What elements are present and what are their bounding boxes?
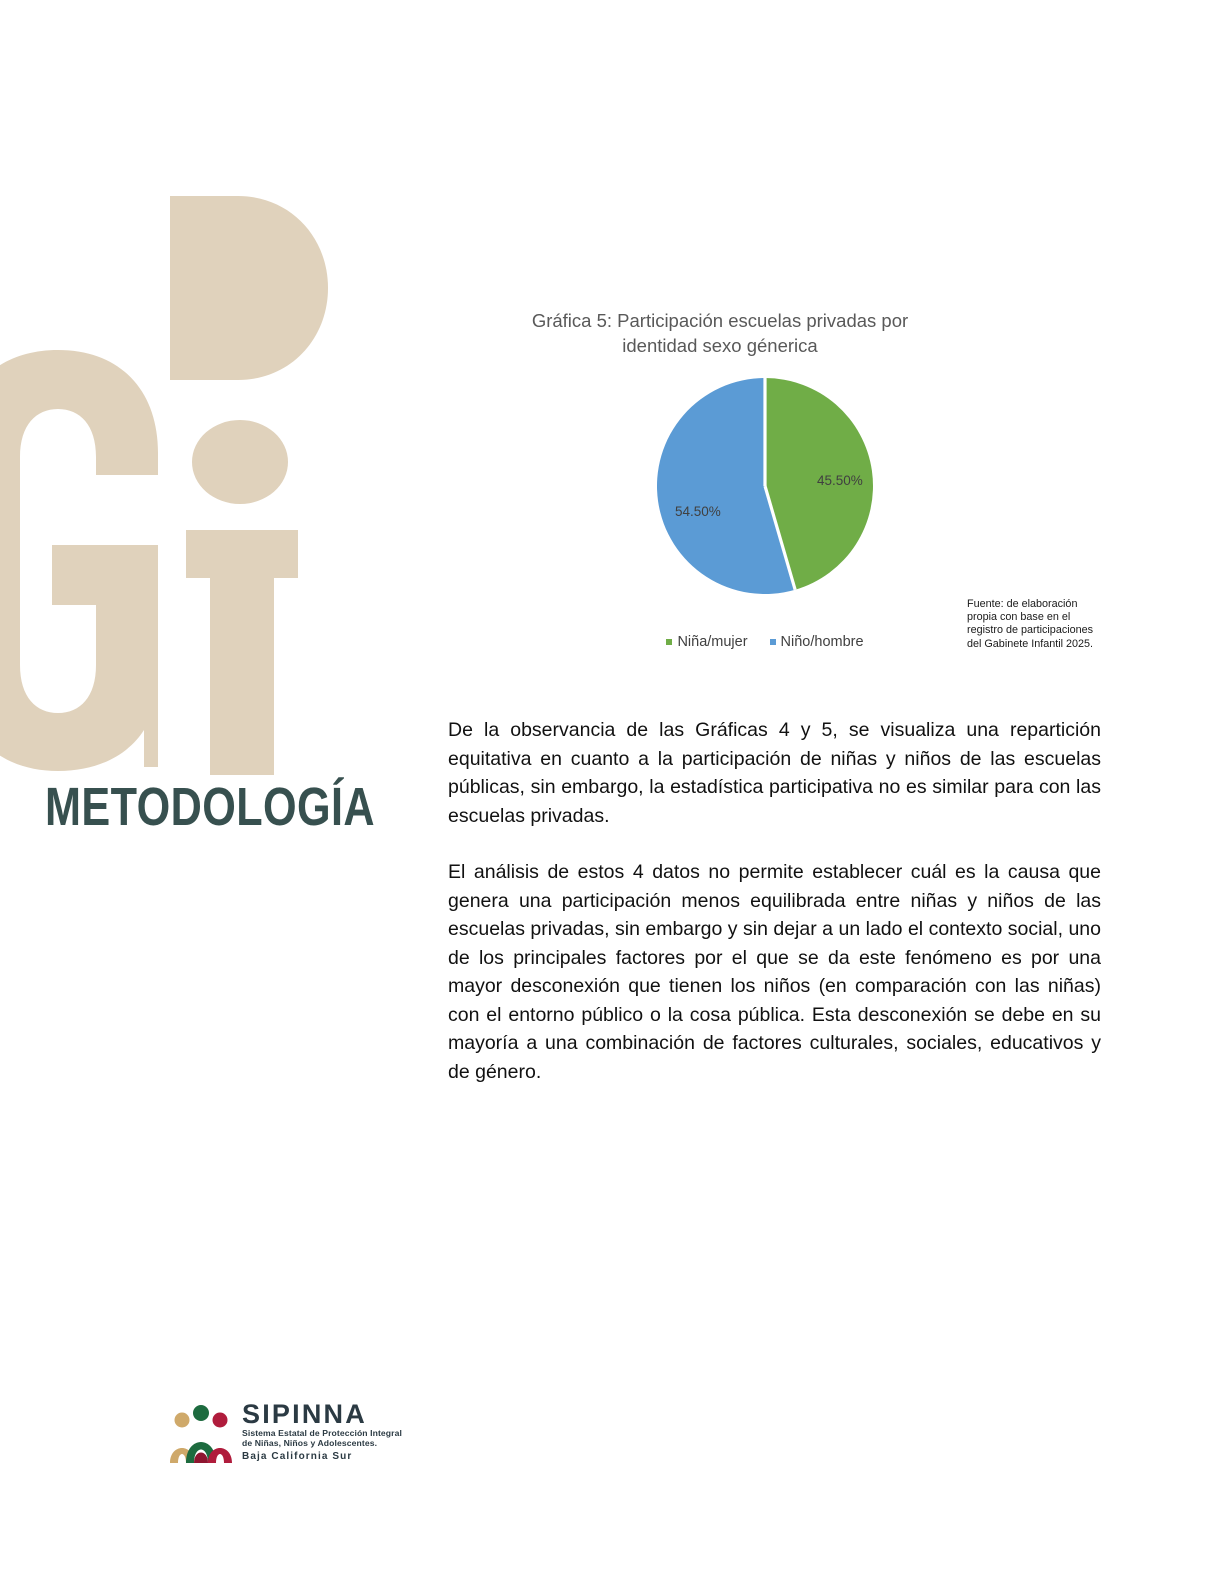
chart-title-line-2: identidad sexo génerica bbox=[622, 335, 818, 356]
chart-title-line-1: Gráfica 5: Participación escuelas privadas por bbox=[531, 310, 909, 331]
source-note-line-4: del Gabinete Infantil 2025. bbox=[967, 637, 1094, 650]
pie-label-nina-mujer: 45.50% bbox=[817, 473, 863, 488]
legend-swatch-icon-nina-mujer bbox=[666, 639, 672, 645]
legend-item-nino-hombre[interactable] bbox=[770, 634, 864, 650]
legend-label-nina-mujer: Niña/mujer bbox=[677, 634, 748, 650]
source-note-line-3: registro de participaciones bbox=[967, 624, 1094, 637]
sipinna-state-name: Baja California Sur bbox=[242, 1450, 353, 1462]
sipinna-text-block bbox=[242, 1400, 402, 1465]
source-note-line-2: propia con base en el bbox=[967, 611, 1071, 624]
pie-chart-area bbox=[470, 376, 970, 650]
page-title: METODOLOGÍA bbox=[44, 777, 376, 837]
chart-container bbox=[470, 308, 970, 650]
legend-swatch-icon-nino-hombre bbox=[770, 639, 776, 645]
sipinna-org-name: SIPINNA bbox=[242, 1399, 367, 1429]
gi-logo-watermark bbox=[0, 185, 348, 785]
body-paragraph-2: El análisis de estos 4 datos no permite establecer cuál es la causa que genera una participación menos equilibrada entre niñas y niños de las escuelas privadas, sin embargo y sin dejar a un lado el contexto social, uno de los principales factores por el que se da este fenómeno es por una mayor desconexión que tienen los niños (en comparación con las niñas) con el entorno público o la cosa pública. Esta desconexión se debe en su mayoría a una combinación de factores culturales, sociales, educativos y de género. bbox=[448, 861, 1101, 1083]
chart-source-note bbox=[967, 598, 1107, 651]
sipinna-footer-logo bbox=[168, 1400, 402, 1465]
sipinna-subtitle-line-2: de Niñas, Niños y Adolescentes. bbox=[242, 1438, 378, 1449]
chart-legend bbox=[655, 634, 875, 650]
chart-title bbox=[510, 308, 930, 358]
sipinna-subtitle-line-1: Sistema Estatal de Protección Integral bbox=[242, 1428, 402, 1438]
source-note-line-1: Fuente: de elaboración bbox=[967, 598, 1078, 610]
body-paragraph-1: De la observancia de las Gráficas 4 y 5, se visualiza una repartición equitativa en cuanto a la participación de niñas y niños de las escuelas públicas, sin embargo, la estadística participativa no es similar para con las escuelas privadas. bbox=[448, 719, 1101, 827]
sipinna-people-icon bbox=[168, 1403, 234, 1465]
body-text bbox=[448, 716, 1101, 1086]
legend-label-nino-hombre: Niño/hombre bbox=[780, 634, 864, 650]
pie-label-nino-hombre: 54.50% bbox=[675, 504, 721, 519]
legend-item-nina-mujer[interactable] bbox=[666, 634, 747, 650]
